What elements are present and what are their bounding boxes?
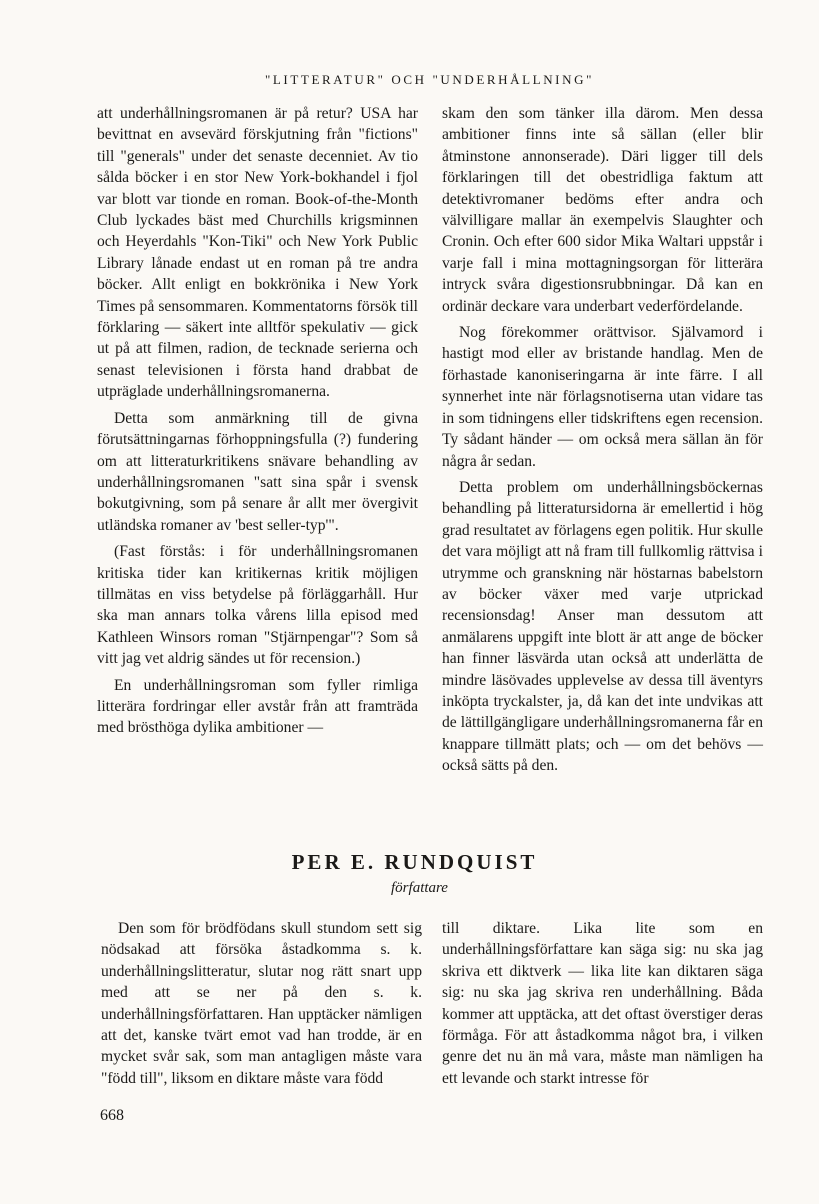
paragraph: En underhållningsroman som fyller rimliga litterära fordringar eller avstår från att framträda med brösthöga dylika ambitioner —: [97, 676, 418, 737]
paragraph: Detta som anmärkning till de givna förutsättningarnas förhoppningsfulla (?) fundering om att litteraturkritikens snävare behandling av underhållningsromanen "satt sina spår i svensk bokutgivning, som på senare år allt mer övergivit utländska romaner av 'best seller-typ'".: [97, 409, 418, 534]
paragraph: skam den som tänker illa därom. Men dessa ambitioner finns inte så sällan (eller blir åtminstone annonserade). Däri ligger till dels förklaringen till det obestridliga faktum att detektivromaner bedöms efter andra och välvilligare mallar än exempelvis Slaughter och Cronin. Och efter 600 sidor Mika Waltari uppstår i varje fall i mina mottagningsorgan för litterära intryck svåra digestionsrubbningar. Då kan en ordinär deckare vara underbart vederfördelande.: [442, 105, 763, 315]
column-right-section-1: [442, 103, 763, 777]
author-role: författare: [391, 880, 448, 896]
paragraph: Detta problem om underhållningsböckernas behandling på litteratursidorna är emellertid i hög grad resultatet av förlagens egen politik. Hur skulle det vara möjligt att nå fram till fullkomlig rättvisa i utrymme och granskning när höstarnas babelstorn av böcker växer med varje utprickad recensionsdag! Anser man dessutom att anmälarens uppgift inte blott är att ange de böcker han finner läsvärda utan också att underlätta de mindre läsövades upplevelse av dessa till äventyrs inköpta tryckalster, ja, då kan det inte undvikas att de lättillgängligare underhållningsromanerna får en knappare tillmätt plats; och — om det behövs — också sätts på den.: [442, 478, 763, 775]
paragraph: (Fast förstås: i för underhållningsromanen kritiska tider kan kritikernas kritik möjligen tillmätas en viss betydelse på förläggarhåll. Hur ska man annars tolka vårens lilla episod med Kathleen Winsors roman "Stjärnpengar"? Som så vitt jag vet aldrig sändes ut för recension.): [97, 543, 418, 668]
author-name: PER E. RUNDQUIST: [291, 850, 538, 874]
column-left-section-1: [97, 103, 418, 739]
paragraph: att underhållningsromanen är på retur? USA har bevittnat en avsevärd förskjutning från "fictions" till "generals" under det senaste decenniet. Av tio sålda böcker i en stor New York-bokhandel i fjol var blott var tionde en roman. Book-of-the-Month Club lyckades bäst med Churchills krigsminnen och Heyerdahls "Kon-Tiki" och New York Public Library lånade endast ut en roman på tre andra böcker. Allt enligt en bokkrönika i New York Times på sensommaren. Kommentatorns försök till förklaring — säkert inte alltför spekulativ — gick ut på att filmen, radion, de tecknade serierna och senast televisionen i första hand drabbat de utpräglade underhållningsromanerna.: [97, 105, 418, 401]
paragraph: Nog förekommer orättvisor. Självamord i hastigt mod eller av bristande handlag. Men de förhastade kanoniseringarna är inte färre. I all synnerhet inte när förlagsnotiserna utan vidare tas in som tidningens eller tidskriftens egen recension. Ty sådant händer — om också mera sällan än för några år sedan.: [442, 324, 763, 470]
page-number: 668: [100, 1107, 124, 1124]
column-left-section-2: [101, 918, 422, 1089]
column-right-section-2: [442, 918, 763, 1089]
paragraph: Den som för brödfödans skull stundom sett sig nödsakad att försöka åstadkomma s. k. underhållningslitteratur, slutar nog rätt snart upp med att se ner på den s. k. underhållningsförfattaren. Han upptäcker nämligen att det, kanske tvärt emot vad han trodde, är en mycket svår sak, som man antagligen måste vara "född till", liksom en diktare måste vara född: [101, 920, 422, 1087]
paragraph: till diktare. Lika lite som en underhållningsförfattare kan säga sig: nu ska jag skriva ett diktverk — lika lite kan diktaren säga sig: nu ska jag skriva ren underhållning. Båda kommer att upptäcka, att det oftast överstiger deras förmåga. För att åstadkomma något bra, i vilken genre det nu än må vara, måste man nämligen ha ett levande och starkt intresse för: [442, 920, 763, 1087]
running-head: "LITTERATUR" OCH "UNDERHÅLLNING": [264, 72, 594, 87]
